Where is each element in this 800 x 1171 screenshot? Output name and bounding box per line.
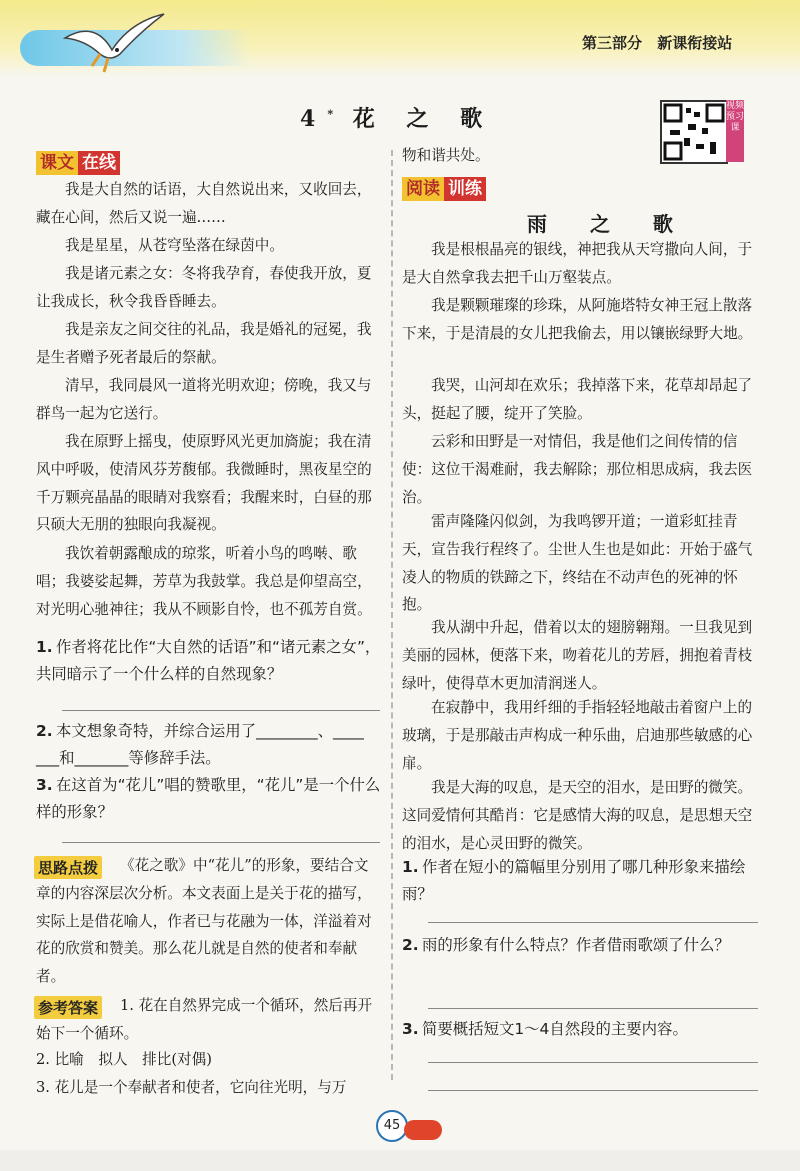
answer-line[interactable]: [62, 842, 380, 843]
tag-part-b: 训练: [444, 177, 486, 201]
left-question: 2. 本文想象奇特，并综合运用了________、____ ___和_______等修辞手法。: [36, 722, 364, 767]
text-online-tag: [36, 148, 120, 173]
left-paragraph: 我是诸元素之女：冬将我孕育，春使我开放，夏让我成长，秋令我昏昏睡去。: [36, 265, 372, 310]
right-question: 1. 作者在短小的篇幅里分别用了哪几种形象来描绘雨？: [402, 858, 746, 903]
right-paragraph: 我是颗颗璀璨的珍珠，从阿施塔特女神王冠上散落下来，于是清晨的女儿把我偷去，用以镶嵌绿野大地。: [402, 297, 753, 342]
left-paragraph: 我是亲友之间交往的礼品，我是婚礼的冠冕，我是生者赠予死者最后的祭献。: [36, 321, 372, 366]
answer-line[interactable]: [428, 1090, 758, 1091]
lesson-number: 4: [300, 106, 328, 132]
right-paragraph: 在寂静中，我用纤细的手指轻轻地敲击着窗户上的玻璃，于是那敲击声构成一种乐曲，启迪那些敏感的心扉。: [402, 699, 753, 772]
right-paragraph: 我从湖中升起，借着以太的翅膀翱翔。一旦我见到美丽的园林，便落下来，吻着花儿的芳唇，拥抱着青枝绿叶，使得草木更加清润迷人。: [402, 619, 753, 692]
section-label: 第三部分 新课衔接站: [582, 34, 733, 52]
continued-text: 物和谐共处。: [402, 147, 490, 164]
right-paragraph: 我是根根晶亮的银线，神把我从天穹撒向人间，于是大自然拿我去把千山万壑装点。: [402, 241, 753, 286]
answer-text: 3. 花儿是一个奉献者和使者，它向往光明，与万: [36, 1079, 347, 1096]
answer-tag: 参考答案: [34, 996, 102, 1019]
right-paragraph: 雷声隆隆闪似剑，为我鸣锣开道；一道彩虹挂青天，宣告我行程终了。尘世人生也是如此：开始于盛气凌人的物质的铁蹄之下，终结在不动声色的死神的怀抱。: [402, 513, 753, 614]
right-paragraph: 我哭，山河却在欢乐；我掉落下来，花草却昂起了头，挺起了腰，绽开了笑脸。: [402, 377, 753, 422]
lesson-title: 花 之 歌: [352, 106, 495, 132]
answer-line[interactable]: [428, 922, 758, 923]
right-question: 3. 简要概括短文1～4自然段的主要内容。: [402, 1020, 688, 1038]
column-divider: [391, 150, 393, 1080]
footer-strip: [0, 1150, 800, 1171]
qr-caption: 视频预习课: [726, 100, 744, 162]
answer-line[interactable]: [428, 1062, 758, 1063]
reading-practice-tag: [402, 174, 486, 199]
seagull-icon: [60, 10, 170, 80]
tag-part-a: 阅读: [402, 177, 444, 201]
answer-line[interactable]: [62, 710, 380, 711]
reading-title: 雨 之 歌: [527, 212, 691, 236]
page-title: [300, 102, 494, 133]
submarine-icon: [404, 1120, 442, 1140]
lesson-mark: *: [327, 107, 334, 121]
left-question: 1. 作者将花比作“大自然的话语”和“诸元素之女”，共同暗示了一个什么样的自然现象？: [36, 638, 381, 683]
page-number: 45: [376, 1110, 408, 1142]
right-paragraph: 云彩和田野是一对情侣，我是他们之间传情的信使：这位干渴难耐，我去解除；那位相思成病，我去医治。: [402, 433, 753, 506]
tag-part-a: 课文: [36, 151, 78, 175]
hint-tag: 思路点拨: [34, 856, 102, 879]
left-paragraph: 我饮着朝露酿成的琼浆，听着小鸟的鸣啭、歌唱；我婆娑起舞，芳草为我鼓掌。我总是仰望高空，对光明心驰神往；我从不顾影自怜，也不孤芳自赏。: [36, 545, 372, 618]
left-paragraph: 我是星星，从苍穹坠落在绿茵中。: [65, 237, 284, 254]
left-paragraph: 清早，我同晨风一道将光明欢迎；傍晚，我又与群鸟一起为它送行。: [36, 377, 372, 422]
left-paragraph: 我在原野上摇曳，使原野风光更加旖旎；我在清风中呼吸，使清风芬芳馥郁。我微睡时，黑夜星空的千万颗亮晶晶的眼睛对我察看；我醒来时，白昼的那只硕大无朋的独眼向我凝视。: [36, 433, 372, 534]
tag-part-b: 在线: [78, 151, 120, 175]
right-paragraph: 我是大海的叹息，是天空的泪水，是田野的微笑。这同爱情何其酷肖：它是感情大海的叹息，是思想天空的泪水，是心灵田野的微笑。: [402, 779, 753, 852]
hint-text: 《花之歌》中“花儿”的形象，要结合文章的内容深层次分析。本文表面上是关于花的描写，实际上是借花喻人，作者已与花融为一体，洋溢着对花的欣赏和赞美。那么花儿就是自然的使者和奉献者。: [36, 857, 372, 986]
right-question: 2. 雨的形象有什么特点？作者借雨歌颂了什么？: [402, 936, 730, 954]
left-question: 3. 在这首为“花儿”唱的赞歌里，“花儿”是一个什么样的形象？: [36, 776, 381, 821]
answer-text: 2. 比喻 拟人 排比(对偶): [36, 1051, 212, 1068]
answer-text: 1. 花在自然界完成一个循环，然后再开始下一个循环。: [36, 997, 373, 1042]
left-paragraph: 我是大自然的话语，大自然说出来，又收回去，藏在心间，然后又说一遍……: [36, 181, 372, 226]
answer-line[interactable]: [428, 1008, 758, 1009]
